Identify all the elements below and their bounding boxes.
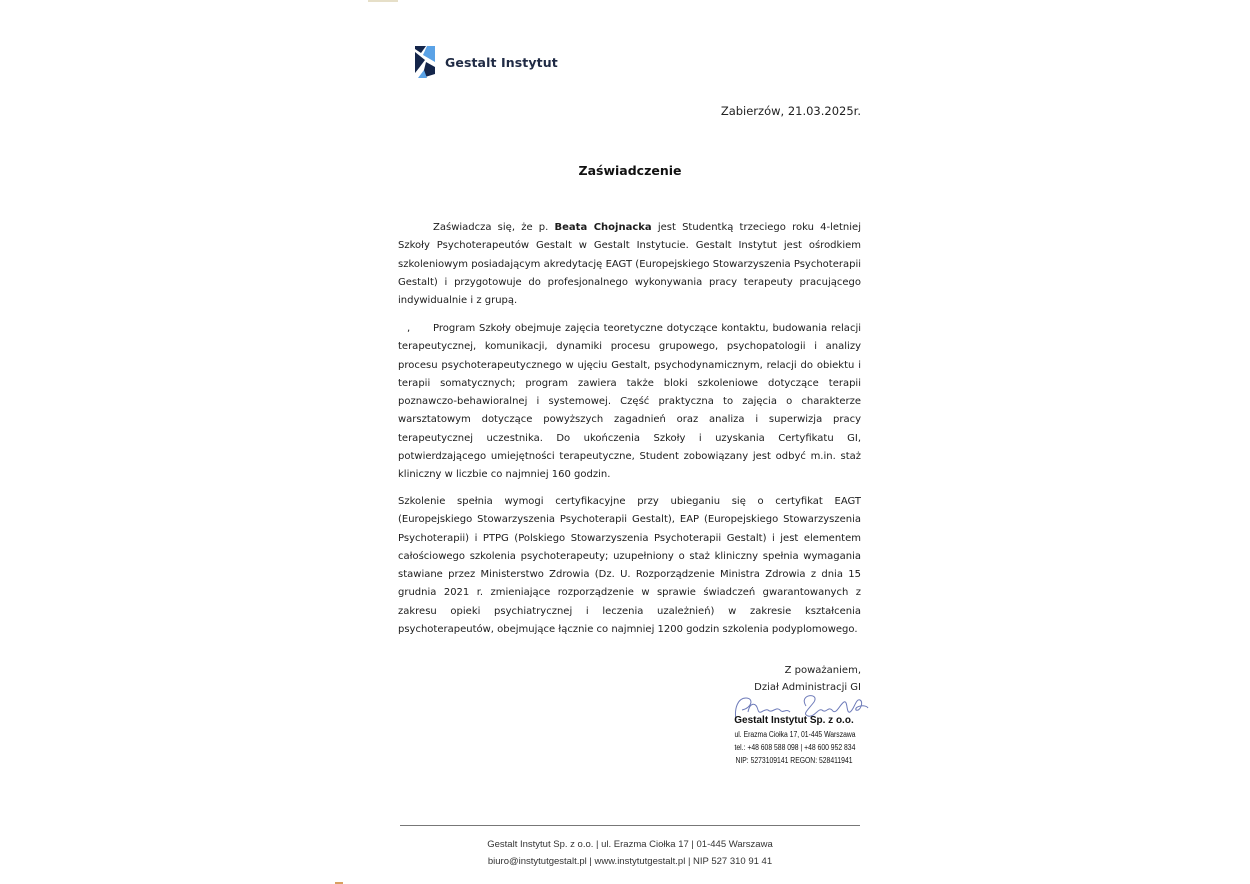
student-name: Beata Chojnacka <box>554 222 652 233</box>
paragraph-1 <box>398 219 861 310</box>
footer-contact: biuro@instytutgestalt.pl | www.instytutgestalt.pl | NIP 527 310 91 41 <box>487 856 773 867</box>
document-title: Zaświadczenie <box>578 163 682 178</box>
stray-mark: , <box>407 323 411 334</box>
gestalt-logo-icon <box>414 46 436 78</box>
paragraph-2-text: Program Szkoły obejmuje zajęcia teoretyczne dotyczące kontaktu, budowania relacji terapeutycznej, komunikacji, dynamiki procesu grupowego, psychopatologii i analizy procesu psychoterapeutycznego w ujęciu Gestalt, psychodynamicznym, relacji do obiektu i terapii somatycznych; program zawiera także bloki szkoleniowe dotyczące terapii poznawczo-behawioralnej i systemowej. Część praktyczna to zajęcia o charakterze warsztatowym dotyczące powyższych zagadnień oraz analiza i superwizja pracy terapeutycznej uczestnika. Do ukończenia Szkoły i uzyskania Certyfikatu GI, potwierdzającego umiejętności terapeutyczne, Student zobowiązany jest odbyć m.in. staż kliniczny w liczbie co najmniej 160 godzin. <box>398 323 861 481</box>
scan-artifact <box>368 0 398 2</box>
stamp-address: ul. Erazma Ciołka 17, 01-445 Warszawa <box>734 730 856 739</box>
logo-text: Gestalt Instytut <box>445 54 558 70</box>
paragraph-3: Szkolenie spełnia wymogi certyfikacyjne przy ubieganiu się o certyfikat EAGT (Europejskiego Stowarzyszenia Psychoterapii Gestalt), EAP (Europejskiego Stowarzyszenia Psychoterapii) i PTPG (Polskiego Stowarzyszenia Psychoterapii Gestalt) i jest elementem całościowego szkolenia psychoterapeuty; uzupełniony o staż kliniczny spełnia wymagania stawiane przez Ministerstwo Zdrowia (Dz. U. Rozporządzenie Ministra Zdrowia z dnia 15 grudnia 2021 r. zmieniające rozporządzenie w sprawie świadczeń gwarantowanych z zakresu opieki psychiatrycznej i leczenia uzależnień) w zakresie kształcenia psychoterapeutów, obejmujące łącznie co najmniej 1200 godzin szkolenia podyplomowego. <box>398 496 861 636</box>
paragraph-1-text: jest Studentką trzeciego roku 4-letniej Szkoły Psychoterapeutów Gestalt w Gestalt Instytucie. Gestalt Instytut jest ośrodkiem szkoleniowym posiadającym akredytację EAGT (Europejskiego Stowarzyszenia Psychoterapii Gestalt) i przygotowuje do profesjonalnego wykonywania pracy terapeuty pracującego indywidualnie i z grupą. <box>398 222 861 307</box>
stamp-company: Gestalt Instytut Sp. z o.o. <box>734 715 854 726</box>
place-date: Zabierzów, 21.03.2025r. <box>720 104 861 118</box>
footer-divider <box>400 825 860 826</box>
footer-address: Gestalt Instytut Sp. z o.o. | ul. Erazma Ciołka 17 | 01-445 Warszawa <box>487 839 773 850</box>
paragraph-1-intro: Zaświadcza się, że p. <box>433 222 555 233</box>
closing-greeting: Z poważaniem, <box>784 665 861 676</box>
company-stamp <box>724 713 864 767</box>
closing-department: Dział Administracji GI <box>754 682 861 693</box>
stamp-ids: NIP: 5273109141 REGON: 528411941 <box>735 756 853 765</box>
paragraph-2 <box>398 320 861 485</box>
company-logo <box>414 46 558 78</box>
stamp-phones: tel.: +48 608 588 098 | +48 600 952 834 <box>734 743 856 752</box>
footer <box>400 836 860 870</box>
